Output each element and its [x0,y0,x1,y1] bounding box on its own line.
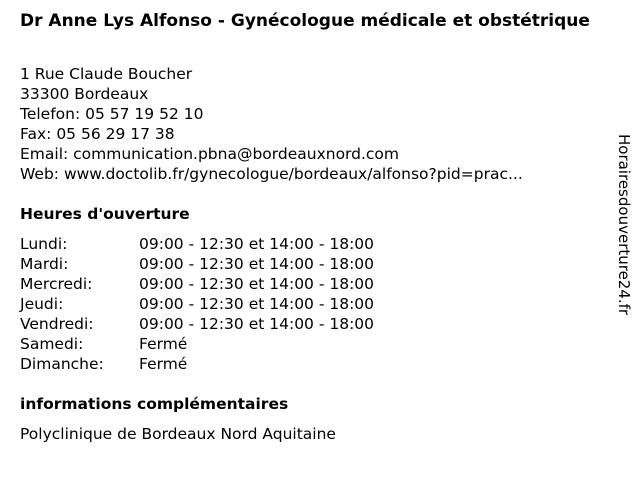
day-label: Vendredi: [20,315,94,333]
website-url: Web: www.doctolib.fr/gynecologue/bordeaux/alfonso?pid=prac... [20,165,523,183]
street-address: 1 Rue Claude Boucher [20,65,193,83]
day-label: Dimanche: [20,355,104,373]
fax-number: Fax: 05 56 29 17 38 [20,125,175,143]
time-value: Fermé [139,335,188,353]
hours-row-monday [20,234,440,254]
hours-row-thursday [20,294,440,314]
phone-number: Telefon: 05 57 19 52 10 [20,105,204,123]
hours-row-tuesday [20,254,440,274]
time-value: 09:00 - 12:30 et 14:00 - 18:00 [139,235,375,253]
time-value: 09:00 - 12:30 et 14:00 - 18:00 [139,295,375,313]
opening-hours-heading: Heures d'ouverture [20,205,190,223]
time-value: Fermé [139,355,188,373]
time-value: 09:00 - 12:30 et 14:00 - 18:00 [139,275,375,293]
day-label: Mardi: [20,255,69,273]
time-value: 09:00 - 12:30 et 14:00 - 18:00 [139,255,375,273]
day-label: Mercredi: [20,275,93,293]
hours-row-saturday [20,334,440,354]
day-label: Samedi: [20,335,84,353]
time-value: 09:00 - 12:30 et 14:00 - 18:00 [139,315,375,333]
additional-info-text: Polyclinique de Bordeaux Nord Aquitaine [20,425,336,443]
day-label: Jeudi: [20,295,64,313]
page-title: Dr Anne Lys Alfonso - Gynécologue médicale et obstétrique [20,11,590,31]
opening-hours-table [20,234,440,374]
city-address: 33300 Bordeaux [20,85,149,103]
email-address: Email: communication.pbna@bordeauxnord.com [20,145,400,163]
hours-row-wednesday [20,274,440,294]
hours-row-friday [20,314,440,334]
watermark-text: Horairesdouverture24.fr [615,134,633,316]
contact-block [20,64,600,184]
hours-row-sunday [20,354,440,374]
additional-info-heading: informations complémentaires [20,395,289,413]
day-label: Lundi: [20,235,68,253]
